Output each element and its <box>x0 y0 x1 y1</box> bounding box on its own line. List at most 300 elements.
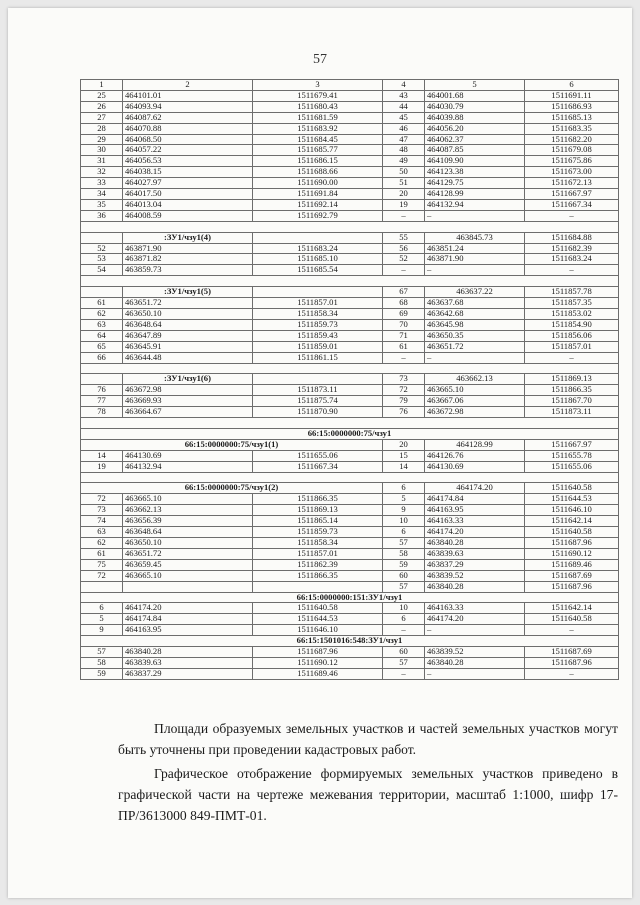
section-title: 66:15:0000000:151:ЗУ1/чзу1 <box>81 592 619 603</box>
table-cell: 463662.13 <box>425 374 525 385</box>
header-cell: 4 <box>383 80 425 91</box>
table-row <box>81 537 619 548</box>
table-cell: 1511667.97 <box>525 439 619 450</box>
table-cell: 463637.22 <box>425 287 525 298</box>
table-cell: 464038.15 <box>123 167 253 178</box>
table-cell <box>81 221 619 232</box>
table-cell: 464174.84 <box>425 494 525 505</box>
table-cell: 464057.22 <box>123 145 253 156</box>
subsection-title: :ЗУ1/чзу1(5) <box>123 287 253 298</box>
table-cell: 10 <box>383 603 425 614</box>
table-cell: 1511684.45 <box>253 134 383 145</box>
table-spacer-row <box>81 221 619 232</box>
table-cell: 463871.90 <box>123 243 253 254</box>
table-cell: 9 <box>383 505 425 516</box>
table-cell: 64 <box>81 330 123 341</box>
table-cell: 464056.53 <box>123 156 253 167</box>
table-cell: 14 <box>81 450 123 461</box>
table-row <box>81 309 619 320</box>
table-cell: 1511655.78 <box>525 450 619 461</box>
table-cell: – <box>425 625 525 636</box>
table-cell: 463845.73 <box>425 232 525 243</box>
header-cell: 1 <box>81 80 123 91</box>
table-cell: 1511873.11 <box>253 385 383 396</box>
table-cell: 463645.91 <box>123 341 253 352</box>
table-cell: 464174.84 <box>123 614 253 625</box>
table-cell: 1511687.69 <box>525 647 619 658</box>
table-cell: 464174.20 <box>425 614 525 625</box>
table-cell: 1511686.93 <box>525 101 619 112</box>
table-cell: 1511867.70 <box>525 396 619 407</box>
table-cell: 464001.68 <box>425 90 525 101</box>
table-row <box>81 647 619 658</box>
table-cell: 463839.63 <box>425 548 525 559</box>
header-cell: 6 <box>525 80 619 91</box>
section-title: 66:15:1501016:548:ЗУ1/чзу1 <box>81 636 619 647</box>
table-subsection-row <box>81 439 619 450</box>
table-cell: 63 <box>81 319 123 330</box>
table-cell: 20 <box>383 189 425 200</box>
table-cell: 1511640.58 <box>253 603 383 614</box>
table-cell: 464093.94 <box>123 101 253 112</box>
table-cell: 464087.85 <box>425 145 525 156</box>
table-cell: 51 <box>383 178 425 189</box>
table-cell: 30 <box>81 145 123 156</box>
table-cell: 463672.98 <box>123 385 253 396</box>
table-cell: 464070.88 <box>123 123 253 134</box>
table-cell: 26 <box>81 101 123 112</box>
subsection-title: :ЗУ1/чзу1(6) <box>123 374 253 385</box>
table-row <box>81 298 619 309</box>
table-cell: 32 <box>81 167 123 178</box>
table-spacer-row <box>81 276 619 287</box>
table-cell: 1511859.73 <box>253 527 383 538</box>
table-cell: 463840.28 <box>425 581 525 592</box>
table-row <box>81 134 619 145</box>
table-row <box>81 156 619 167</box>
coordinates-table <box>80 79 619 680</box>
table-cell: 1511861.15 <box>253 352 383 363</box>
table-cell: 59 <box>383 559 425 570</box>
table-cell: 72 <box>383 385 425 396</box>
table-row <box>81 90 619 101</box>
table-cell: 463837.29 <box>123 668 253 679</box>
table-cell: 19 <box>383 199 425 210</box>
table-cell: 1511854.90 <box>525 319 619 330</box>
table-cell: 57 <box>383 657 425 668</box>
table-row <box>81 450 619 461</box>
subsection-title: 66:15:0000000:75/чзу1(2) <box>81 483 383 494</box>
table-cell: 463656.39 <box>123 516 253 527</box>
table-row <box>81 254 619 265</box>
table-cell: 1511642.14 <box>525 603 619 614</box>
table-cell: 464163.33 <box>425 516 525 527</box>
table-cell <box>81 363 619 374</box>
table-cell: 464174.20 <box>425 483 525 494</box>
table-cell: 463859.73 <box>123 265 253 276</box>
table-cell: 1511684.88 <box>525 232 619 243</box>
table-cell: 76 <box>383 407 425 418</box>
table-cell: 464163.33 <box>425 603 525 614</box>
table-cell: 1511865.14 <box>253 516 383 527</box>
table-cell: 72 <box>81 494 123 505</box>
table-cell: 62 <box>81 537 123 548</box>
table-row <box>81 178 619 189</box>
table-cell: 1511691.11 <box>525 90 619 101</box>
table-cell: 463650.10 <box>123 537 253 548</box>
table-cell: 52 <box>81 243 123 254</box>
table-cell: 1511675.86 <box>525 156 619 167</box>
table-cell: 1511681.59 <box>253 112 383 123</box>
table-cell: 70 <box>383 319 425 330</box>
table-cell: 1511857.78 <box>525 287 619 298</box>
table-cell: 57 <box>81 647 123 658</box>
table-cell: 1511682.20 <box>525 134 619 145</box>
subsection-title: :ЗУ1/чзу1(4) <box>123 232 253 243</box>
document-page <box>8 8 632 898</box>
table-cell: – <box>383 625 425 636</box>
table-row <box>81 614 619 625</box>
table-cell: 1511642.14 <box>525 516 619 527</box>
table-cell: 33 <box>81 178 123 189</box>
table-cell: – <box>383 668 425 679</box>
table-cell: 1511859.73 <box>253 319 383 330</box>
table-cell: 1511857.01 <box>253 548 383 559</box>
table-cell: 31 <box>81 156 123 167</box>
table-cell: 464130.69 <box>123 450 253 461</box>
table-cell: 6 <box>383 527 425 538</box>
table-cell: 1511667.34 <box>253 461 383 472</box>
table-cell: 1511690.00 <box>253 178 383 189</box>
table-cell: 464109.90 <box>425 156 525 167</box>
table-cell: 1511683.35 <box>525 123 619 134</box>
table-cell: 1511687.69 <box>525 570 619 581</box>
table-cell: 1511857.35 <box>525 298 619 309</box>
table-cell: 463665.10 <box>123 570 253 581</box>
table-cell: – <box>425 210 525 221</box>
table-cell: 1511682.39 <box>525 243 619 254</box>
table-cell: 1511655.06 <box>525 461 619 472</box>
table-cell: 464101.01 <box>123 90 253 101</box>
table-row <box>81 657 619 668</box>
graphic-reference-text: Графическое отображение формируемых земельных участков приведено в графической части на чертеже межевания территории, масштаб 1:1000, шифр 17- ПР/3613000 849-ПМТ-01. <box>118 766 618 823</box>
table-cell <box>81 418 619 429</box>
table-cell: 1511685.10 <box>253 254 383 265</box>
table-cell <box>81 374 123 385</box>
table-cell: – <box>425 265 525 276</box>
table-cell: 463871.82 <box>123 254 253 265</box>
table-cell: 36 <box>81 210 123 221</box>
table-cell: 463840.28 <box>425 657 525 668</box>
table-cell: 464128.99 <box>425 189 525 200</box>
table-cell <box>123 581 253 592</box>
table-cell: 463839.63 <box>123 657 253 668</box>
table-row <box>81 319 619 330</box>
table-cell: 14 <box>383 461 425 472</box>
table-cell: 59 <box>81 668 123 679</box>
table-cell: 45 <box>383 112 425 123</box>
table-cell <box>81 276 619 287</box>
table-cell: 463637.68 <box>425 298 525 309</box>
table-row <box>81 494 619 505</box>
table-cell: 1511673.00 <box>525 167 619 178</box>
table-cell: – <box>383 265 425 276</box>
table-cell: 49 <box>383 156 425 167</box>
table-cell: 78 <box>81 407 123 418</box>
table-cell: 464013.04 <box>123 199 253 210</box>
header-cell: 3 <box>253 80 383 91</box>
table-cell: 463837.29 <box>425 559 525 570</box>
table-cell: 1511687.96 <box>253 647 383 658</box>
table-cell: 463648.64 <box>123 319 253 330</box>
table-subsection-row <box>81 483 619 494</box>
table-section-title-row <box>81 428 619 439</box>
table-cell: 5 <box>383 494 425 505</box>
table-cell: 463651.72 <box>123 298 253 309</box>
table-cell: 55 <box>383 232 425 243</box>
table-cell: 1511853.02 <box>525 309 619 320</box>
table-cell: 61 <box>81 298 123 309</box>
table-row <box>81 145 619 156</box>
table-cell: 61 <box>383 341 425 352</box>
table-cell: – <box>383 352 425 363</box>
table-cell: 53 <box>81 254 123 265</box>
table-cell: – <box>525 265 619 276</box>
table-row <box>81 341 619 352</box>
table-cell: 73 <box>383 374 425 385</box>
table-cell: 77 <box>81 396 123 407</box>
table-section-title-row <box>81 592 619 603</box>
table-cell: – <box>525 668 619 679</box>
table-cell: 58 <box>383 548 425 559</box>
table-cell: 463650.10 <box>123 309 253 320</box>
table-cell: 1511859.01 <box>253 341 383 352</box>
table-cell: 1511856.06 <box>525 330 619 341</box>
table-cell: 463650.35 <box>425 330 525 341</box>
table-cell: 10 <box>383 516 425 527</box>
table-cell: 1511672.13 <box>525 178 619 189</box>
table-row <box>81 167 619 178</box>
table-cell: 65 <box>81 341 123 352</box>
table-cell: 1511640.58 <box>525 614 619 625</box>
table-cell: 464130.69 <box>425 461 525 472</box>
table-cell: 464132.94 <box>123 461 253 472</box>
table-cell: 1511680.43 <box>253 101 383 112</box>
table-cell: 71 <box>383 330 425 341</box>
table-cell: 43 <box>383 90 425 101</box>
table-row <box>81 189 619 200</box>
table-cell: – <box>383 210 425 221</box>
table-cell: 463651.72 <box>425 341 525 352</box>
table-cell: 44 <box>383 101 425 112</box>
table-cell: 1511644.53 <box>253 614 383 625</box>
table-subsection-row <box>81 287 619 298</box>
table-cell: 1511646.10 <box>525 505 619 516</box>
table-cell: 463647.89 <box>123 330 253 341</box>
table-cell <box>81 581 123 592</box>
table-cell: 464027.97 <box>123 178 253 189</box>
table-cell: – <box>425 352 525 363</box>
table-cell: 54 <box>81 265 123 276</box>
table-cell <box>81 232 123 243</box>
table-cell: 464123.38 <box>425 167 525 178</box>
table-row <box>81 461 619 472</box>
table-cell: 1511691.84 <box>253 189 383 200</box>
table-cell <box>253 581 383 592</box>
table-cell: 79 <box>383 396 425 407</box>
table-cell: 464039.88 <box>425 112 525 123</box>
table-cell: 1511858.34 <box>253 537 383 548</box>
table-cell: 463659.45 <box>123 559 253 570</box>
table-cell: 1511685.54 <box>253 265 383 276</box>
table-cell: 6 <box>383 483 425 494</box>
table-cell: 464128.99 <box>425 439 525 450</box>
table-cell: 464068.50 <box>123 134 253 145</box>
table-cell: 463672.98 <box>425 407 525 418</box>
section-title: 66:15:0000000:75/чзу1 <box>81 428 619 439</box>
table-cell: 1511646.10 <box>253 625 383 636</box>
table-cell: 463840.28 <box>123 647 253 658</box>
table-cell: 1511869.13 <box>525 374 619 385</box>
table-cell: 29 <box>81 134 123 145</box>
table-cell: 60 <box>383 647 425 658</box>
table-cell: 19 <box>81 461 123 472</box>
table-cell: 57 <box>383 581 425 592</box>
table-cell: 1511686.15 <box>253 156 383 167</box>
table-cell: 50 <box>383 167 425 178</box>
table-cell: 28 <box>81 123 123 134</box>
table-cell: 464008.59 <box>123 210 253 221</box>
table-row <box>81 385 619 396</box>
table-cell: 463665.10 <box>123 494 253 505</box>
table-row <box>81 548 619 559</box>
table-cell: 1511688.66 <box>253 167 383 178</box>
table-row <box>81 407 619 418</box>
table-cell <box>253 232 383 243</box>
table-cell <box>81 287 123 298</box>
table-cell: 1511689.46 <box>525 559 619 570</box>
table-cell: 463645.98 <box>425 319 525 330</box>
table-cell: 56 <box>383 243 425 254</box>
table-cell: 464163.95 <box>123 625 253 636</box>
table-cell: 463669.93 <box>123 396 253 407</box>
table-section-title-row <box>81 636 619 647</box>
table-row <box>81 505 619 516</box>
graphic-reference-paragraph <box>118 763 618 826</box>
table-cell: 1511689.46 <box>253 668 383 679</box>
table-cell: 61 <box>81 548 123 559</box>
table-cell: 464163.95 <box>425 505 525 516</box>
table-cell: 27 <box>81 112 123 123</box>
table-cell: 463839.52 <box>425 570 525 581</box>
table-cell: 6 <box>81 603 123 614</box>
table-spacer-row <box>81 472 619 483</box>
table-cell: 76 <box>81 385 123 396</box>
table-row <box>81 123 619 134</box>
table-cell: 48 <box>383 145 425 156</box>
table-cell: 1511862.39 <box>253 559 383 570</box>
table-cell: 464087.62 <box>123 112 253 123</box>
table-cell: 463642.68 <box>425 309 525 320</box>
table-cell: 63 <box>81 527 123 538</box>
table-row <box>81 527 619 538</box>
table-row <box>81 243 619 254</box>
table-cell: 463662.13 <box>123 505 253 516</box>
table-row <box>81 581 619 592</box>
table-cell <box>81 472 619 483</box>
coordinates-table-body <box>81 80 619 680</box>
table-cell: 463665.10 <box>425 385 525 396</box>
table-cell: 68 <box>383 298 425 309</box>
table-cell: 1511873.11 <box>525 407 619 418</box>
table-cell: 1511683.24 <box>525 254 619 265</box>
table-cell: – <box>525 352 619 363</box>
table-spacer-row <box>81 418 619 429</box>
table-spacer-row <box>81 363 619 374</box>
table-row <box>81 559 619 570</box>
table-row <box>81 330 619 341</box>
table-cell: 1511690.12 <box>253 657 383 668</box>
note-text: Площади образуемых земельных участков и частей земельных участков могут быть уточнены при проведении кадастровых работ. <box>118 721 618 757</box>
table-cell: 1511640.58 <box>525 483 619 494</box>
table-cell: 1511859.43 <box>253 330 383 341</box>
header-cell: 5 <box>425 80 525 91</box>
header-cell: 2 <box>123 80 253 91</box>
table-cell: 1511690.12 <box>525 548 619 559</box>
table-cell: 463651.72 <box>123 548 253 559</box>
table-cell: 74 <box>81 516 123 527</box>
table-cell: 5 <box>81 614 123 625</box>
table-cell: 464129.75 <box>425 178 525 189</box>
table-cell: 1511685.13 <box>525 112 619 123</box>
table-cell <box>253 287 383 298</box>
table-cell: 72 <box>81 570 123 581</box>
table-cell: 464030.79 <box>425 101 525 112</box>
table-cell: 464174.20 <box>123 603 253 614</box>
table-cell: 1511667.97 <box>525 189 619 200</box>
table-cell: 1511679.41 <box>253 90 383 101</box>
table-cell: 69 <box>383 309 425 320</box>
table-cell: 464017.50 <box>123 189 253 200</box>
table-row <box>81 570 619 581</box>
table-cell: 46 <box>383 123 425 134</box>
table-cell: 1511866.35 <box>253 494 383 505</box>
table-cell: 1511679.08 <box>525 145 619 156</box>
table-cell: 1511683.92 <box>253 123 383 134</box>
table-cell: 35 <box>81 199 123 210</box>
table-row <box>81 516 619 527</box>
table-row <box>81 352 619 363</box>
table-cell: 464062.37 <box>425 134 525 145</box>
table-cell: 1511644.53 <box>525 494 619 505</box>
table-cell: 9 <box>81 625 123 636</box>
table-cell: 463648.64 <box>123 527 253 538</box>
table-cell: 34 <box>81 189 123 200</box>
table-row <box>81 101 619 112</box>
table-cell: 47 <box>383 134 425 145</box>
table-cell: 6 <box>383 614 425 625</box>
table-cell: 463667.06 <box>425 396 525 407</box>
table-cell: 1511692.79 <box>253 210 383 221</box>
table-cell: 463851.24 <box>425 243 525 254</box>
table-cell: 464056.20 <box>425 123 525 134</box>
table-cell: 25 <box>81 90 123 101</box>
table-subsection-row <box>81 232 619 243</box>
table-cell: 1511870.90 <box>253 407 383 418</box>
table-cell: 1511692.14 <box>253 199 383 210</box>
table-cell: 66 <box>81 352 123 363</box>
table-cell: – <box>525 625 619 636</box>
